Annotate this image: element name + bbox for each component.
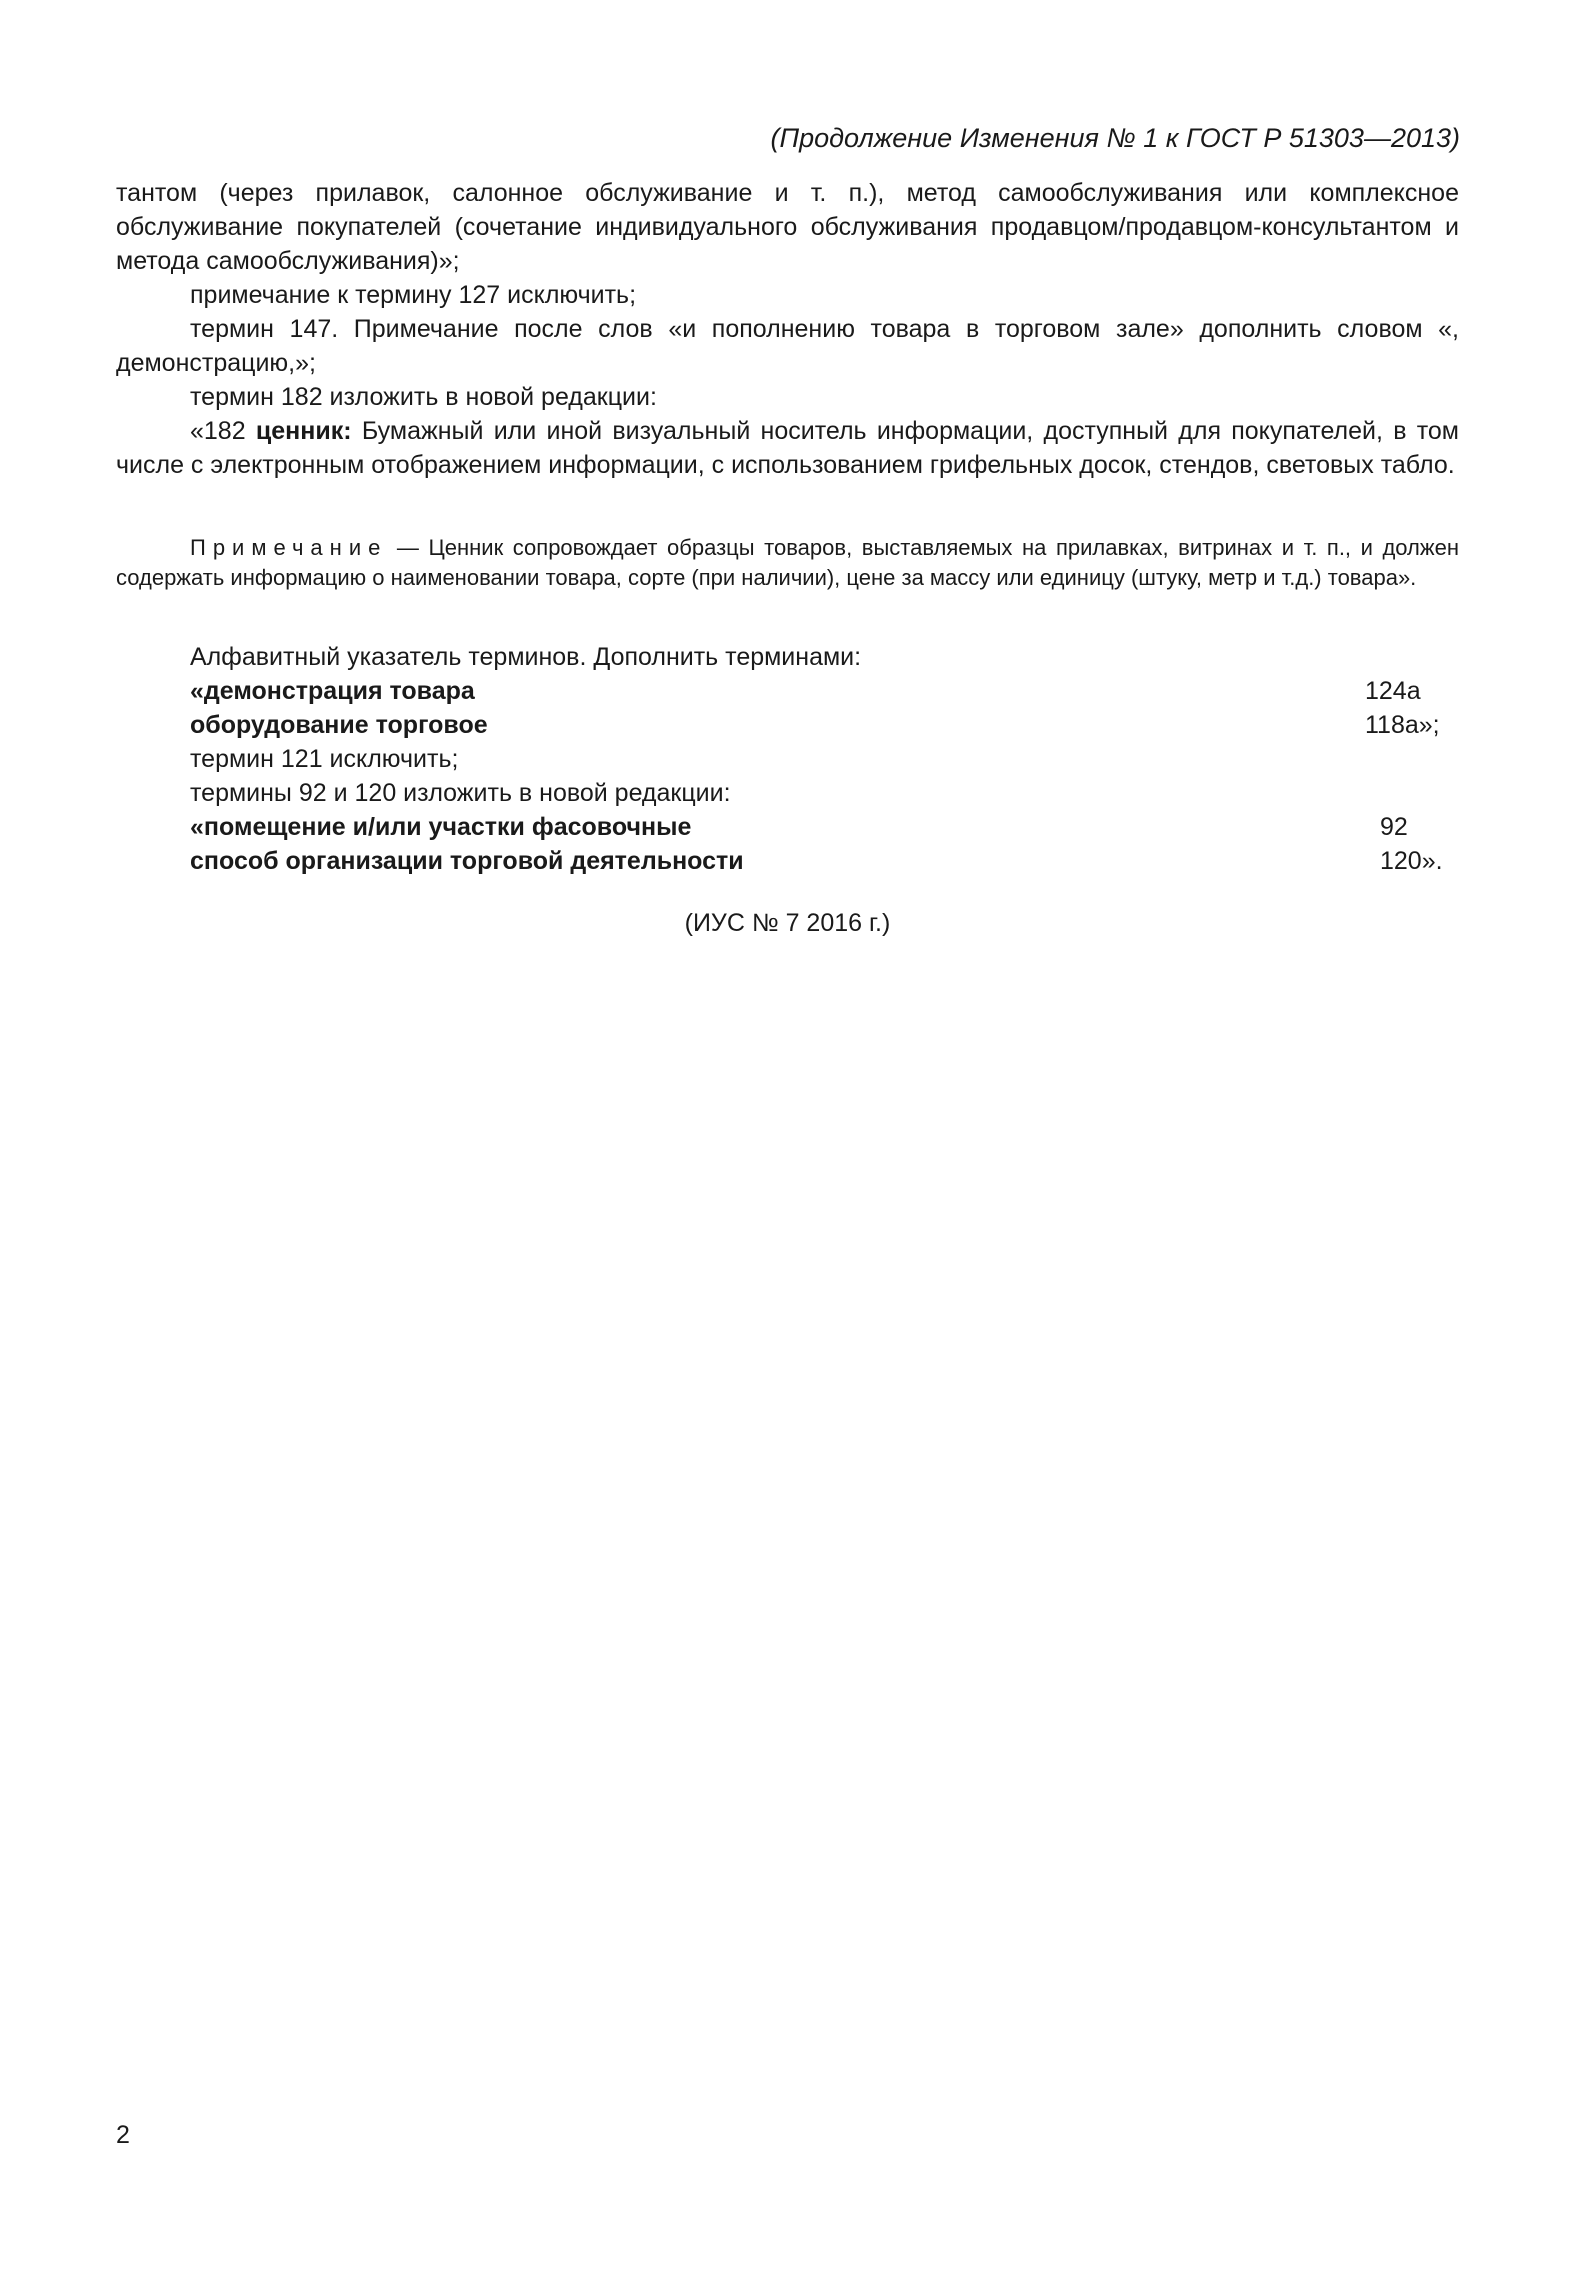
index-number: 124а [1365, 677, 1421, 705]
index-intro [190, 640, 1459, 674]
index-replace-intro-text: термины 92 и 120 изложить в новой редакции: [190, 779, 731, 807]
paragraph-term-147: термин 147. Примечание после слов «и пополнению товара в торговом зале» дополнить словом «, демонстрацию,»; [116, 315, 1459, 377]
term-182-prefix: «182 [190, 417, 256, 445]
index-term: «демонстрация товара [190, 677, 475, 705]
index-replace-intro [190, 776, 1459, 810]
index-term: способ организации торговой деятельности [190, 847, 744, 875]
index-term: оборудование торговое [190, 711, 488, 739]
index-exclude-text: термин 121 исключить; [190, 745, 459, 773]
index-number: 118а»; [1365, 711, 1440, 739]
index-number: 92 [1380, 813, 1408, 841]
note-label: Примечание [190, 535, 388, 560]
index-exclude [190, 742, 1459, 776]
paragraph-continuation: тантом (через прилавок, салонное обслуживание и т. п.), метод самообслуживания или комплексное обслуживание покупателей (сочетание индивидуального обслуживания продавцом/продавцом-консультантом и метода самообслуживания)»; [116, 179, 1459, 275]
paragraph-term-182-intro: термин 182 изложить в новой редакции: [190, 383, 657, 411]
note-block [116, 533, 1459, 593]
amendment-text [116, 176, 1459, 482]
continuation-header: (Продолжение Изменения № 1 к ГОСТ Р 51303—2013) [770, 123, 1460, 153]
index-entry [190, 674, 1459, 708]
term-182-text: Бумажный или иной визуальный носитель информации, доступный для покупателей, в том числе с электронным отображением информации, с использованием грифельных досок, стендов, световых табло. [116, 417, 1459, 479]
index-entry [190, 844, 1459, 878]
paragraph-note-127: примечание к термину 127 исключить; [190, 281, 637, 309]
note-text: Ценник сопровождает образцы товаров, выставляемых на прилавках, витринах и т. п., и должен содержать информацию о наименовании товара, сорте (при наличии), цене за массу или единицу (штуку, метр и т.д.) товара». [116, 535, 1459, 590]
index-number: 120». [1380, 847, 1443, 875]
page-number: 2 [116, 2121, 130, 2149]
note-paragraph [116, 533, 1459, 593]
index-intro-text: Алфавитный указатель терминов. Дополнить терминами: [190, 643, 862, 671]
alphabetical-index-section [190, 640, 1459, 878]
paragraph-term-182-definition [116, 414, 1459, 482]
index-term: «помещение и/или участки фасовочные [190, 813, 692, 841]
note-dash: — [387, 535, 429, 560]
index-entry [190, 708, 1459, 742]
ius-reference: (ИУС № 7 2016 г.) [684, 909, 891, 937]
index-entry [190, 810, 1459, 844]
term-182-name: ценник: [255, 417, 352, 445]
